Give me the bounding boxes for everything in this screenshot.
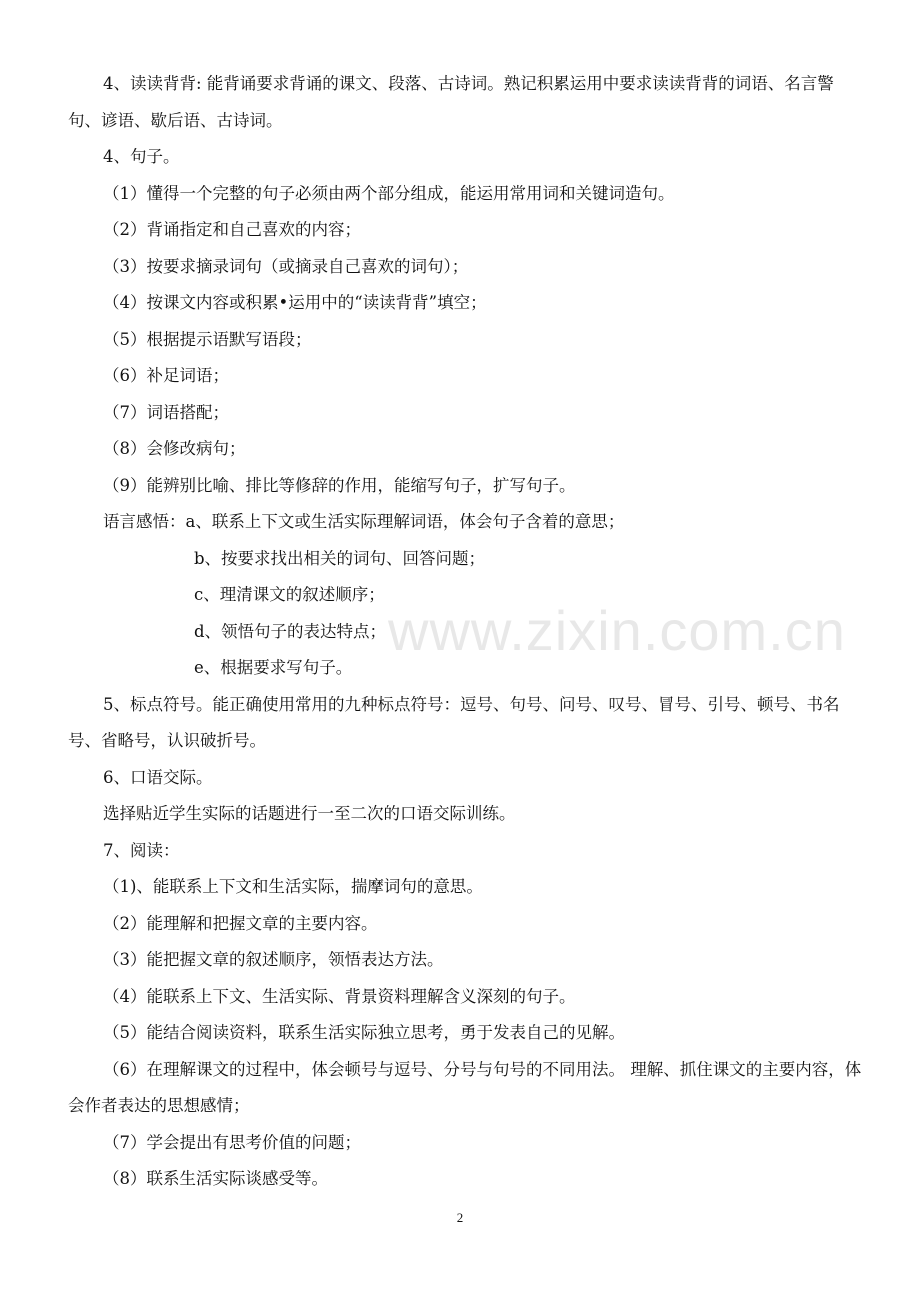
list-item: （8）会修改病句； <box>103 439 246 458</box>
list-item: b、按要求找出相关的词句、回答问题； <box>194 548 486 568</box>
list-item: （4）按课文内容或积累•运用中的“读读背背”填空； <box>103 293 487 312</box>
list-item: e、根据要求写句子。 <box>194 658 353 677</box>
list-item: d、领悟句子的表达特点； <box>194 621 387 641</box>
list-item: （7）词语搭配； <box>103 402 229 422</box>
page-number: 2 <box>456 1210 464 1225</box>
list-item: （1）懂得一个完整的句子必须由两个部分组成，能运用常用词和关键词造句。 <box>103 183 675 203</box>
list-item: （6）补足词语； <box>103 366 229 385</box>
list-item: （1)、能联系上下文和生活实际，揣摩词句的意思。 <box>103 877 483 896</box>
list-item: （8）联系生活实际谈感受等。 <box>103 1169 328 1188</box>
document-body <box>68 66 863 1198</box>
list-item: （2）背诵指定和自己喜欢的内容； <box>103 220 361 239</box>
list-item: （9）能辨别比喻、排比等修辞的作用，能缩写句子，扩写句子。 <box>103 475 576 495</box>
list-item: （5）能结合阅读资料，联系生活实际独立思考，勇于发表自己的见解。 <box>103 1023 625 1042</box>
list-item: c、理清课文的叙述顺序； <box>194 585 385 604</box>
list-item: （3）按要求摘录词句（或摘录自己喜欢的词句）； <box>103 256 469 276</box>
heading-sentences: 4、句子。 <box>103 147 180 166</box>
paragraph-recitation: 4、读读背背: 能背诵要求背诵的课文、段落、古诗词。熟记积累运用中要求读读背背的词语、名言警句、谚语、歇后语、古诗词。 <box>68 74 834 130</box>
list-item: （2）能理解和把握文章的主要内容。 <box>103 913 378 933</box>
paragraph-language-perception: 语言感悟：a、联系上下文或生活实际理解词语，体会句子含着的意思； <box>103 512 625 531</box>
list-item: （7）学会提出有思考价值的问题； <box>103 1132 361 1152</box>
list-item: （6）在理解课文的过程中，体会顿号与逗号、分号与句号的不同用法。 理解、抓住课文的主要内容，体会作者表达的思想感情； <box>68 1059 862 1115</box>
paragraph-punctuation: 5、标点符号。能正确使用常用的九种标点符号：逗号、句号、问号、叹号、冒号、引号、顿号、书名号、省略号，认识破折号。 <box>68 694 840 750</box>
list-item: （4）能联系上下文、生活实际、背景资料理解含义深刻的句子。 <box>103 986 576 1006</box>
list-item: （5）根据提示语默写语段； <box>103 329 312 349</box>
heading-oral-communication: 6、口语交际。 <box>103 767 213 787</box>
watermark: www.zixin.com.cn <box>388 599 846 662</box>
list-item: （3）能把握文章的叙述顺序，领悟表达方法。 <box>103 950 444 969</box>
paragraph-oral-communication: 选择贴近学生实际的话题进行一至二次的口语交际训练。 <box>103 804 516 823</box>
heading-reading: 7、阅读： <box>103 840 180 860</box>
